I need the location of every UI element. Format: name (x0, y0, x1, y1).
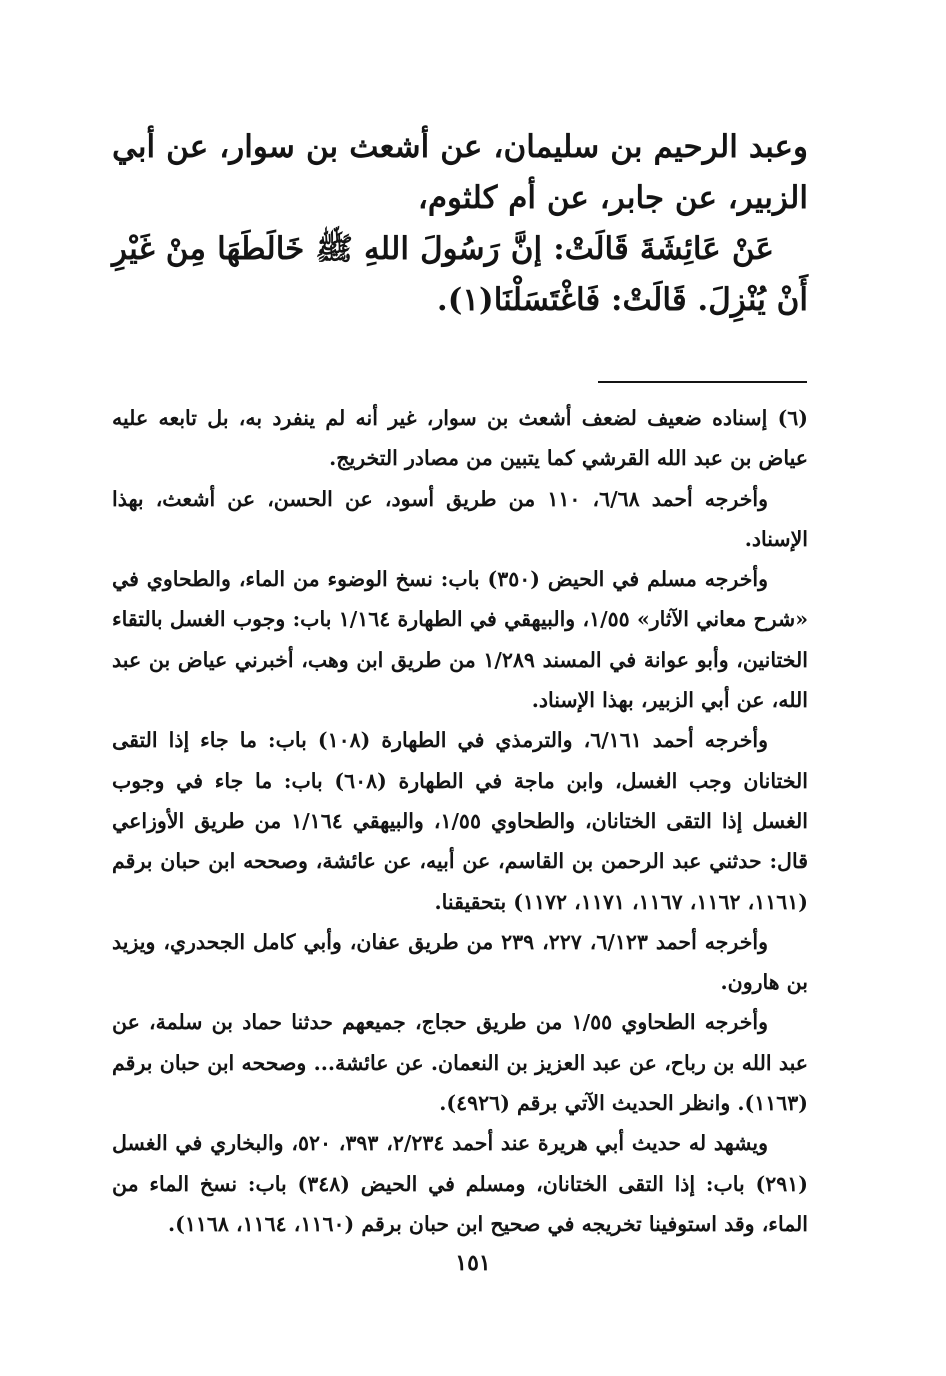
footnote-paragraph: وأخرجه أحمد ٦/٦٨، ١١٠ من طريق أسود، عن الحسن، عن أشعث، بهذا الإسناد. (112, 486, 808, 551)
footnote-divider (598, 381, 807, 383)
footnote-paragraph: وأخرجه أحمد ٦/١٢٣، ٢٢٧، ٢٣٩ من طريق عفان، وأبي كامل الجحدري، ويزيد بن هارون. (112, 929, 808, 995)
footnote-paragraph: ويشهد له حديث أبي هريرة عند أحمد ٢/٢٣٤، ٣٩٣، ٥٢٠، والبخاري في الغسل (٢٩١) باب: إذا التقى الختانان، ومسلم في الحيض (٣٤٨) باب: نسخ الماء من الماء، وقد استوفينا تخريجه في صحيح ابن حبان برقم (١١٦٠، ١١٦٤، ١١٦٨). (112, 1131, 808, 1236)
hadith-text: عَنْ عَائِشَةَ قَالَتْ: إنَّ رَسُولَ اللهِ ﷺ خَالَطَهَا مِنْ غَيْرِ أَنْ يُنْزِلَ. قَالَتْ: فَاغْتَسَلْنَا(١). (112, 231, 808, 318)
footnote-paragraph: (٦) إسناده ضعيف لضعف أشعث بن سوار، غير أنه لم ينفرد به، بل تابعه عليه عياض بن عبد الله القرشي كما يتبين من مصادر التخريج. (112, 406, 808, 471)
isnad-chain: وعبد الرحيم بن سليمان، عن أشعث بن سوار، عن أبي الزبير، عن جابر، عن أم كلثوم، (112, 129, 808, 216)
footnote-paragraph: وأخرجه أحمد ٦/١٦١، والترمذي في الطهارة (١٠٨) باب: ما جاء إذا التقى الختانان وجب الغسل، وابن ماجة في الطهارة (٦٠٨) باب: ما جاء في وجوب الغسل إذا التقى الختانان، والطحاوي ١/٥٥، والبيهقي ١/١٦٤ من طريق الأوزاعي قال: حدثني عبد الرحمن بن القاسم، عن أبيه، عن عائشة، وصححه ابن حبان برقم (١١٦١، ١١٦٢، ١١٦٧، ١١٧١، ١١٧٢) بتحقيقنا. (112, 728, 808, 914)
footnote-paragraph: وأخرجه مسلم في الحيض (٣٥٠) باب: نسخ الوضوء من الماء، والطحاوي في «شرح معاني الآثار» ١/٥٥، والبيهقي في الطهارة ١/١٦٤ باب: وجوب الغسل بالتقاء الختانين، وأبو عوانة في المسند ١/٢٨٩ من طريق ابن وهب، أخبرني عياض بن عبد الله، عن أبي الزبير، بهذا الإسناد. (112, 567, 809, 713)
footnotes (112, 398, 808, 1244)
footnote-paragraph: وأخرجه الطحاوي ١/٥٥ من طريق حجاج، جميعهم حدثنا حماد بن سلمة، عن عبد الله بن رباح، عن عبد العزيز بن النعمان. عن عائشة... وصححه ابن حبان برقم (١١٦٣). وانظر الحديث الآتي برقم (٤٩٢٦). (112, 1010, 808, 1116)
page-number: ١٥١ (455, 1250, 491, 1276)
main-text (112, 122, 808, 326)
